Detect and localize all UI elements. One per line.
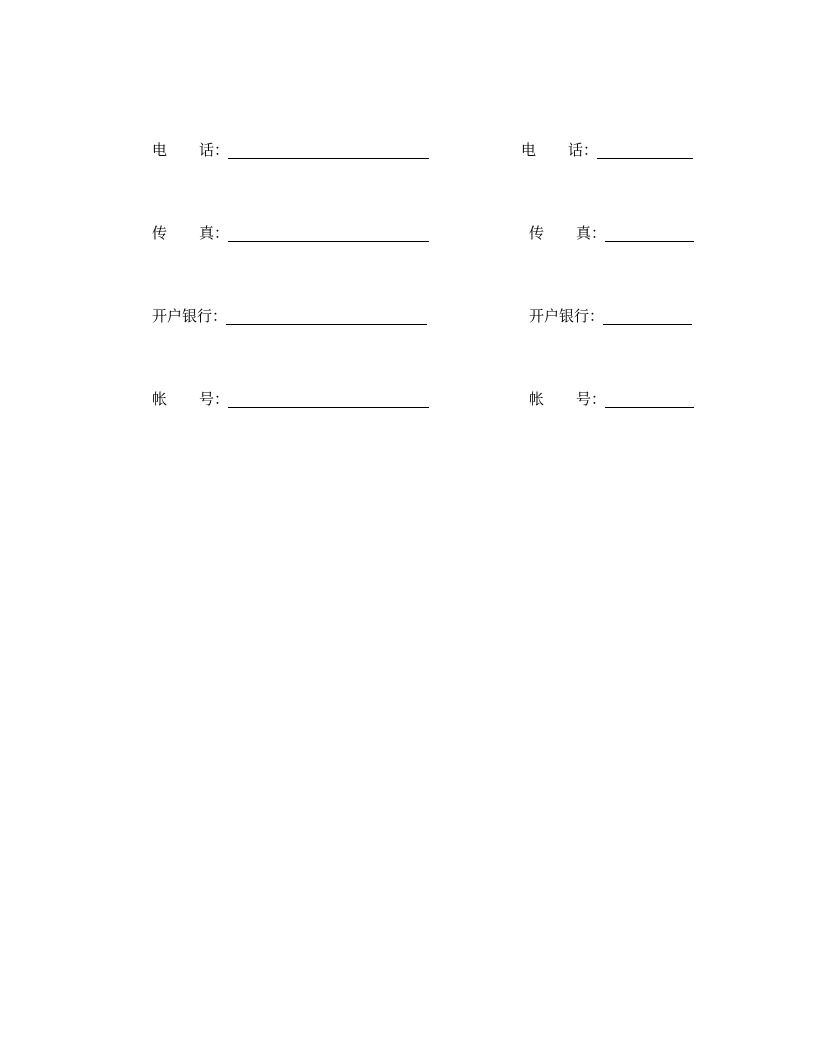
left-account-colon: ： — [214, 390, 230, 408]
left-fax-blank-line[interactable] — [228, 223, 429, 242]
right-account-field — [529, 385, 694, 409]
right-account-blank-line[interactable] — [605, 389, 694, 408]
right-bank-label: 开户银行 — [529, 307, 590, 325]
right-bank-colon: ： — [589, 307, 605, 325]
right-account-colon: ： — [591, 390, 607, 408]
left-account-label: 帐 号 — [152, 390, 215, 408]
right-phone-field — [521, 136, 693, 160]
left-phone-field — [152, 136, 429, 160]
left-fax-field — [152, 219, 429, 243]
right-account-label: 帐 号 — [529, 390, 592, 408]
left-fax-label: 传 真 — [152, 224, 215, 242]
left-phone-colon: ： — [214, 141, 230, 159]
right-bank-field — [529, 302, 692, 326]
left-account-blank-line[interactable] — [228, 389, 429, 408]
left-fax-colon: ： — [214, 224, 230, 242]
right-phone-blank-line[interactable] — [597, 140, 693, 159]
left-phone-blank-line[interactable] — [228, 140, 429, 159]
right-fax-colon: ： — [591, 224, 607, 242]
left-bank-label: 开户银行 — [152, 307, 213, 325]
right-fax-blank-line[interactable] — [605, 223, 694, 242]
right-fax-label: 传 真 — [529, 224, 592, 242]
right-phone-colon: ： — [583, 141, 599, 159]
left-bank-colon: ： — [212, 307, 228, 325]
left-phone-label: 电 话 — [152, 141, 215, 159]
right-bank-blank-line[interactable] — [603, 306, 692, 325]
left-bank-blank-line[interactable] — [226, 306, 427, 325]
right-fax-field — [529, 219, 694, 243]
right-phone-label: 电 话 — [521, 141, 584, 159]
left-account-field — [152, 385, 429, 409]
left-bank-field — [152, 302, 427, 326]
